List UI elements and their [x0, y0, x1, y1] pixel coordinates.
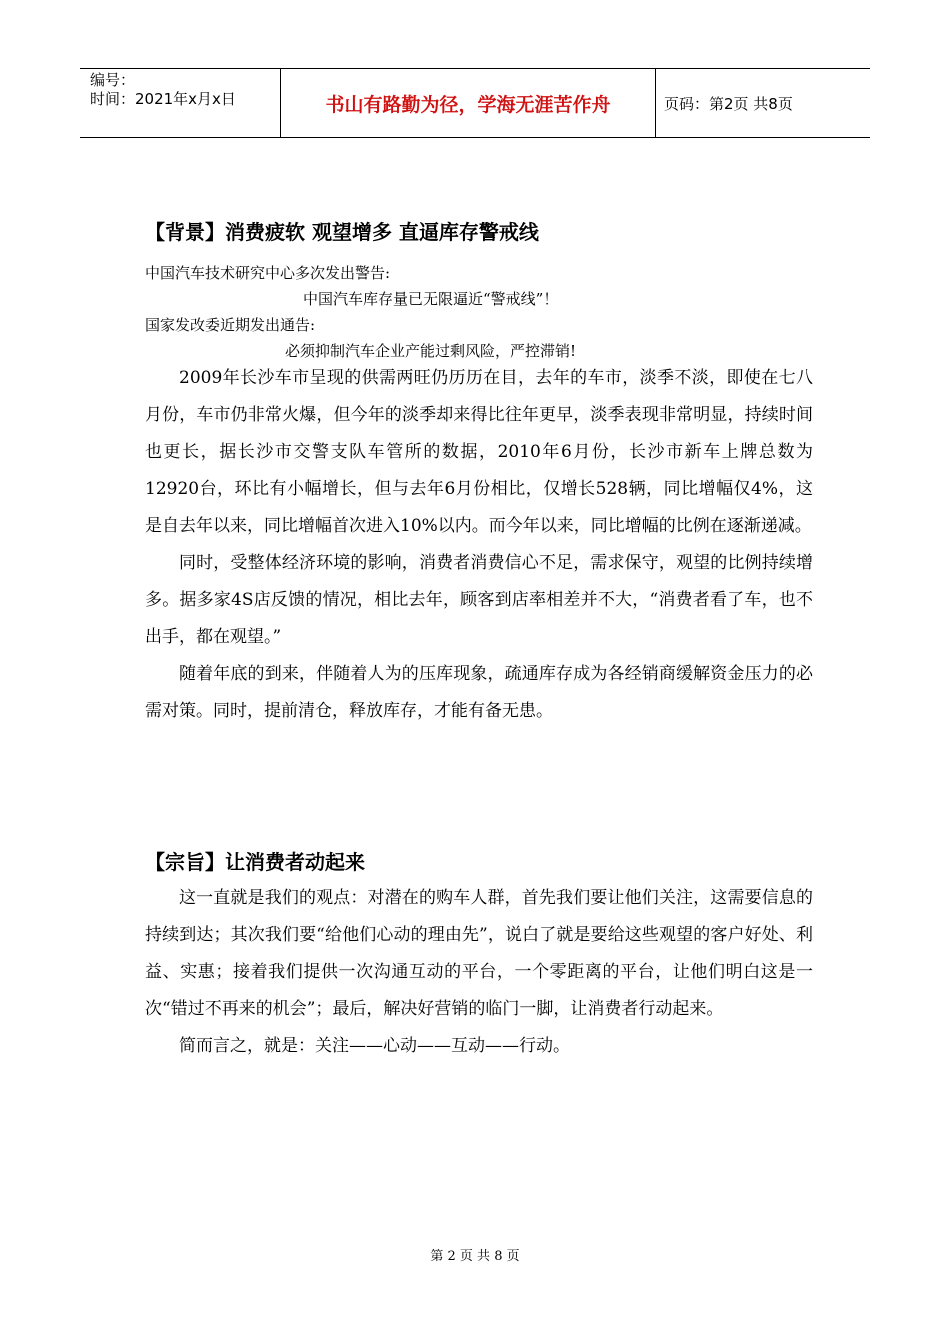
paragraph: 简而言之，就是：关注——心动——互动——行动。	[179, 1036, 570, 1056]
purpose-section	[145, 848, 813, 1065]
warning-quote: 中国汽车库存量已无限逼近“警戒线”！	[303, 290, 559, 308]
circular-quote: 必须抑制汽车企业产能过剩风险，严控滞销!	[285, 342, 577, 360]
purpose-title: 【宗旨】让消费者动起来	[145, 850, 365, 874]
header-meta	[80, 69, 280, 137]
background-title: 【背景】消费疲软 观望增多 直逼库存警戒线	[145, 220, 539, 244]
document-header	[80, 68, 870, 138]
date-label: 时间：2021年x月x日	[90, 90, 236, 108]
background-section	[145, 218, 813, 730]
page-footer: 第 2 页 共 8 页	[430, 1249, 520, 1264]
circular-notice: 国家发改委近期发出通告:	[145, 316, 316, 334]
warning-notice: 中国汽车技术研究中心多次发出警告:	[145, 264, 391, 282]
paragraph: 同时，受整体经济环境的影响，消费者消费信心不足，需求保守，观望的比例持续增多。据多家4S店反馈的情况，相比去年，顾客到店率相差并不大，“消费者看了车，也不出手，都在观望。”	[145, 553, 813, 647]
paragraph: 2009年长沙车市呈现的供需两旺仍历历在目，去年的车市，淡季不淡，即使在七八月份，车市仍非常火爆，但今年的淡季却来得比往年更早，淡季表现非常明显，持续时间也更长，据长沙市交警支队车管所的数据，2010年6月份，长沙市新车上牌总数为12920台，环比有小幅增长，但与去年6月份相比，仅增长528辆，同比增幅仅4%，这是自去年以来，同比增幅首次进入10%以内。而今年以来，同比增幅的比例在逐渐递减。	[145, 368, 813, 536]
paragraph: 这一直就是我们的观点：对潜在的购车人群，首先我们要让他们关注，这需要信息的持续到达；其次我们要“给他们心动的理由先”，说白了就是要给这些观望的客户好处、利益、实惠；接着我们提供一次沟通互动的平台，一个零距离的平台，让他们明白这是一次“错过不再来的机会”；最后，解决好营销的临门一脚，让消费者行动起来。	[145, 888, 813, 1019]
paragraph: 随着年底的到来，伴随着人为的压库现象，疏通库存成为各经销商缓解资金压力的必需对策。同时，提前清仓，释放库存，才能有备无患。	[145, 664, 813, 721]
header-page-info: 页码：第2页 共8页	[664, 94, 793, 113]
header-motto: 书山有路勤为径，学海无涯苦作舟	[280, 69, 656, 137]
serial-number-label: 编号：	[90, 71, 136, 89]
